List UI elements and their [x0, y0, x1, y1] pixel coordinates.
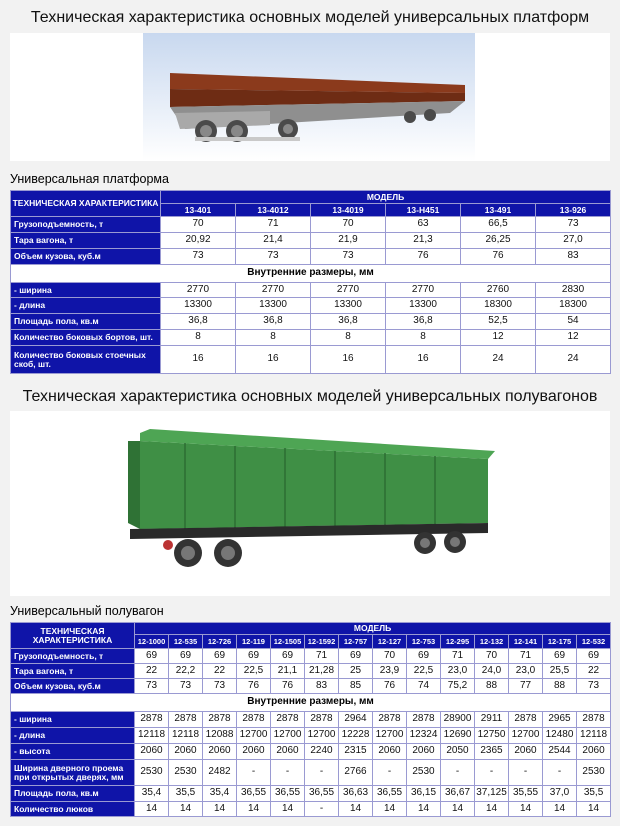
table-cell: 37,0 — [543, 786, 577, 802]
table-cell: 71 — [509, 649, 543, 664]
table-cell: 12700 — [237, 728, 271, 744]
table-cell: 12118 — [169, 728, 203, 744]
table-cell: 12 — [461, 330, 536, 346]
table-cell: - — [305, 760, 339, 786]
table-cell: 69 — [135, 649, 169, 664]
table-cell: 12700 — [305, 728, 339, 744]
table-cell: 23,0 — [441, 664, 475, 679]
table-cell: 24 — [536, 346, 611, 374]
table-cell: 69 — [407, 649, 441, 664]
table-cell: 75,2 — [441, 679, 475, 694]
gondola-rows-top — [11, 649, 611, 694]
table-cell: 66,5 — [461, 217, 536, 233]
table-cell: 23,0 — [509, 664, 543, 679]
table-row — [11, 217, 611, 233]
model-name: 12-753 — [407, 635, 441, 649]
table-cell: 35,5 — [169, 786, 203, 802]
row-label: Грузоподъемность, т — [11, 217, 161, 233]
table-row — [11, 330, 611, 346]
table-cell: 2878 — [305, 712, 339, 728]
table-cell: 36,8 — [386, 314, 461, 330]
table-row — [11, 744, 611, 760]
table-cell: 71 — [236, 217, 311, 233]
table-cell: 14 — [441, 802, 475, 817]
table-cell: 77 — [509, 679, 543, 694]
table-cell: 2878 — [271, 712, 305, 728]
table-cell: 13300 — [161, 298, 236, 314]
table-cell: 36,8 — [161, 314, 236, 330]
table-cell: 8 — [311, 330, 386, 346]
table-cell: 2911 — [475, 712, 509, 728]
table-cell: 2878 — [169, 712, 203, 728]
table-cell: 18300 — [461, 298, 536, 314]
table-cell: 16 — [386, 346, 461, 374]
row-label: Количество боковых стоечных скоб, шт. — [11, 346, 161, 374]
table-cell: 2060 — [203, 744, 237, 760]
table-cell: 14 — [237, 802, 271, 817]
platform-rows-top — [11, 217, 611, 265]
row-label: Объем кузова, куб.м — [11, 679, 135, 694]
table-cell: 76 — [461, 249, 536, 265]
table-cell: 2878 — [203, 712, 237, 728]
model-name: 12-175 — [543, 635, 577, 649]
table-cell: 16 — [311, 346, 386, 374]
table-cell: 14 — [509, 802, 543, 817]
table-cell: 21,1 — [271, 664, 305, 679]
model-name: 12-1592 — [305, 635, 339, 649]
model-name: 12-132 — [475, 635, 509, 649]
table-cell: 2770 — [236, 283, 311, 298]
table-cell: - — [441, 760, 475, 786]
characteristic-header: ТЕХНИЧЕСКАЯ ХАРАКТЕРИСТИКА — [11, 191, 161, 217]
model-name: 12-1505 — [271, 635, 305, 649]
table-cell: 2878 — [407, 712, 441, 728]
table-cell: 14 — [373, 802, 407, 817]
table-cell: 2060 — [373, 744, 407, 760]
table-cell: 2878 — [509, 712, 543, 728]
row-label: Площадь пола, кв.м — [11, 314, 161, 330]
table-row — [11, 679, 611, 694]
table-cell: 36,8 — [311, 314, 386, 330]
row-label: Объем кузова, куб.м — [11, 249, 161, 265]
table-cell: 14 — [339, 802, 373, 817]
model-name: 13-4012 — [236, 204, 311, 217]
table-cell: 2050 — [441, 744, 475, 760]
table-cell: 25 — [339, 664, 373, 679]
table-cell: 70 — [475, 649, 509, 664]
table-row — [11, 760, 611, 786]
table-cell: 2530 — [135, 760, 169, 786]
table-cell: 12700 — [509, 728, 543, 744]
table-cell: 69 — [237, 649, 271, 664]
table-cell: 18300 — [536, 298, 611, 314]
table-cell: 2060 — [271, 744, 305, 760]
table-cell: - — [475, 760, 509, 786]
table-cell: 36,55 — [237, 786, 271, 802]
row-label: Тара вагона, т — [11, 233, 161, 249]
table-cell: 54 — [536, 314, 611, 330]
platform-subtitle: Универсальная платформа — [10, 172, 169, 186]
row-label: - ширина — [11, 712, 135, 728]
table-cell: 36,63 — [339, 786, 373, 802]
table-cell: 36,55 — [271, 786, 305, 802]
platform-spec-table — [10, 190, 611, 374]
table-cell: 71 — [305, 649, 339, 664]
table-cell: 2964 — [339, 712, 373, 728]
table-cell: 22 — [135, 664, 169, 679]
table-row — [11, 298, 611, 314]
table-cell: 2544 — [543, 744, 577, 760]
row-label: - высота — [11, 744, 135, 760]
table-cell: 70 — [161, 217, 236, 233]
table-cell: 26,25 — [461, 233, 536, 249]
table-cell: 2770 — [311, 283, 386, 298]
table-cell: 37,125 — [475, 786, 509, 802]
table-cell: 14 — [271, 802, 305, 817]
table-cell: 8 — [386, 330, 461, 346]
table-row — [11, 233, 611, 249]
table-cell: 28900 — [441, 712, 475, 728]
table-cell: 88 — [475, 679, 509, 694]
table-row — [11, 249, 611, 265]
table-cell: 35,5 — [577, 786, 611, 802]
table-cell: 63 — [386, 217, 461, 233]
model-name: 12-757 — [339, 635, 373, 649]
table-cell: 36,15 — [407, 786, 441, 802]
table-cell: 13300 — [386, 298, 461, 314]
table-cell: 35,4 — [135, 786, 169, 802]
table-cell: 2060 — [135, 744, 169, 760]
table-cell: 69 — [203, 649, 237, 664]
table-cell: 12690 — [441, 728, 475, 744]
table-cell: 88 — [543, 679, 577, 694]
table-cell: 14 — [203, 802, 237, 817]
table-cell: 2878 — [237, 712, 271, 728]
table-cell: 2530 — [169, 760, 203, 786]
flatcar-photo — [10, 33, 610, 161]
table-cell: 2315 — [339, 744, 373, 760]
table-cell: - — [373, 760, 407, 786]
table-cell: 2482 — [203, 760, 237, 786]
table-cell: 12324 — [407, 728, 441, 744]
table-cell: 73 — [203, 679, 237, 694]
table-cell: 12750 — [475, 728, 509, 744]
table-cell: 83 — [536, 249, 611, 265]
table-cell: 2770 — [386, 283, 461, 298]
model-name: 12-726 — [203, 635, 237, 649]
model-name: 12-535 — [169, 635, 203, 649]
gondola-photo — [10, 411, 610, 596]
gondola-section-title: Техническая характеристика основных моделей универсальных полувагонов — [22, 388, 598, 405]
table-row — [11, 283, 611, 298]
table-cell: 14 — [475, 802, 509, 817]
row-label: Ширина дверного проема при открытых дверях, мм — [11, 760, 135, 786]
model-name: 13-926 — [536, 204, 611, 217]
table-cell: 21,4 — [236, 233, 311, 249]
table-cell: 23,9 — [373, 664, 407, 679]
table-cell: 21,28 — [305, 664, 339, 679]
table-cell: 2830 — [536, 283, 611, 298]
table-row — [11, 712, 611, 728]
table-cell: 14 — [577, 802, 611, 817]
table-cell: - — [509, 760, 543, 786]
table-cell: 2878 — [373, 712, 407, 728]
table-cell: 76 — [386, 249, 461, 265]
table-cell: 24,0 — [475, 664, 509, 679]
table-cell: 14 — [543, 802, 577, 817]
table-cell: 2060 — [169, 744, 203, 760]
table-cell: 71 — [441, 649, 475, 664]
table-cell: 2060 — [237, 744, 271, 760]
table-cell: 12088 — [203, 728, 237, 744]
table-cell: 2878 — [577, 712, 611, 728]
table-cell: 14 — [169, 802, 203, 817]
table-row — [11, 728, 611, 744]
table-cell: 2365 — [475, 744, 509, 760]
table-cell: 21,3 — [386, 233, 461, 249]
row-label: Количество люков — [11, 802, 135, 817]
table-cell: 69 — [271, 649, 305, 664]
model-name: 13-4019 — [311, 204, 386, 217]
inner-dimensions-header: Внутренние размеры, мм — [11, 265, 611, 283]
table-cell: 73 — [577, 679, 611, 694]
table-cell: 76 — [237, 679, 271, 694]
table-cell: 21,9 — [311, 233, 386, 249]
table-cell: 22,5 — [237, 664, 271, 679]
table-cell: 36,8 — [236, 314, 311, 330]
inner-dimensions-header: Внутренние размеры, мм — [11, 694, 611, 712]
table-cell: 16 — [161, 346, 236, 374]
table-cell: 2060 — [509, 744, 543, 760]
table-cell: 20,92 — [161, 233, 236, 249]
model-name: 12-119 — [237, 635, 271, 649]
table-cell: 12480 — [543, 728, 577, 744]
table-row — [11, 649, 611, 664]
table-cell: 69 — [169, 649, 203, 664]
table-cell: 8 — [236, 330, 311, 346]
table-cell: 13300 — [236, 298, 311, 314]
table-cell: 76 — [271, 679, 305, 694]
table-cell: - — [543, 760, 577, 786]
table-cell: 2965 — [543, 712, 577, 728]
row-label: Тара вагона, т — [11, 664, 135, 679]
table-cell: 27,0 — [536, 233, 611, 249]
model-header: МОДЕЛЬ — [135, 623, 611, 635]
row-label: Площадь пола, кв.м — [11, 786, 135, 802]
model-name: 12-141 — [509, 635, 543, 649]
table-cell: - — [271, 760, 305, 786]
table-row — [11, 786, 611, 802]
table-cell: 36,55 — [305, 786, 339, 802]
table-cell: 36,55 — [373, 786, 407, 802]
table-cell: 73 — [161, 249, 236, 265]
table-cell: 35,55 — [509, 786, 543, 802]
platform-rows-bottom — [11, 283, 611, 374]
table-row — [11, 802, 611, 817]
table-cell: 12118 — [135, 728, 169, 744]
table-cell: 12700 — [373, 728, 407, 744]
table-cell: - — [237, 760, 271, 786]
table-cell: 2530 — [577, 760, 611, 786]
table-cell: 16 — [236, 346, 311, 374]
table-row — [11, 346, 611, 374]
table-cell: 2530 — [407, 760, 441, 786]
row-label: - ширина — [11, 283, 161, 298]
platform-section-title: Техническая характеристика основных моделей универсальных платформ — [30, 9, 590, 26]
table-cell: 73 — [236, 249, 311, 265]
table-cell: - — [305, 802, 339, 817]
table-cell: 2760 — [461, 283, 536, 298]
gondola-spec-table — [10, 622, 611, 817]
table-cell: 24 — [461, 346, 536, 374]
model-name: 12-1000 — [135, 635, 169, 649]
table-cell: 83 — [305, 679, 339, 694]
table-cell: 70 — [373, 649, 407, 664]
table-cell: 73 — [169, 679, 203, 694]
table-row — [11, 664, 611, 679]
table-cell: 12700 — [271, 728, 305, 744]
model-name: 13-491 — [461, 204, 536, 217]
table-cell: 2060 — [577, 744, 611, 760]
row-label: - длина — [11, 728, 135, 744]
table-cell: 36,67 — [441, 786, 475, 802]
table-cell: 76 — [373, 679, 407, 694]
table-cell: 35,4 — [203, 786, 237, 802]
table-cell: 69 — [577, 649, 611, 664]
table-cell: 85 — [339, 679, 373, 694]
table-cell: 70 — [311, 217, 386, 233]
table-cell: 73 — [536, 217, 611, 233]
table-cell: 22 — [577, 664, 611, 679]
model-name: 12-127 — [373, 635, 407, 649]
table-cell: 74 — [407, 679, 441, 694]
table-cell: 2240 — [305, 744, 339, 760]
table-cell: 14 — [407, 802, 441, 817]
characteristic-header: ТЕХНИЧЕСКАЯ ХАРАКТЕРИСТИКА — [11, 623, 135, 649]
table-cell: 2878 — [135, 712, 169, 728]
row-label: Количество боковых бортов, шт. — [11, 330, 161, 346]
table-cell: 52,5 — [461, 314, 536, 330]
row-label: - длина — [11, 298, 161, 314]
model-name: 12-295 — [441, 635, 475, 649]
table-cell: 69 — [543, 649, 577, 664]
table-cell: 2770 — [161, 283, 236, 298]
table-cell: 12228 — [339, 728, 373, 744]
row-label: Грузоподъемность, т — [11, 649, 135, 664]
table-cell: 25,5 — [543, 664, 577, 679]
model-header: МОДЕЛЬ — [161, 191, 611, 204]
table-cell: 73 — [135, 679, 169, 694]
table-cell: 22,5 — [407, 664, 441, 679]
table-cell: 12 — [536, 330, 611, 346]
model-name: 13-Н451 — [386, 204, 461, 217]
table-cell: 8 — [161, 330, 236, 346]
table-cell: 12118 — [577, 728, 611, 744]
table-cell: 69 — [339, 649, 373, 664]
gondola-rows-bottom — [11, 712, 611, 817]
table-cell: 13300 — [311, 298, 386, 314]
gondola-subtitle: Универсальный полувагон — [10, 604, 164, 618]
table-cell: 22,2 — [169, 664, 203, 679]
table-row — [11, 314, 611, 330]
table-cell: 2060 — [407, 744, 441, 760]
table-cell: 2766 — [339, 760, 373, 786]
model-name: 12-532 — [577, 635, 611, 649]
table-cell: 22 — [203, 664, 237, 679]
table-cell: 73 — [311, 249, 386, 265]
table-cell: 14 — [135, 802, 169, 817]
model-name: 13-401 — [161, 204, 236, 217]
